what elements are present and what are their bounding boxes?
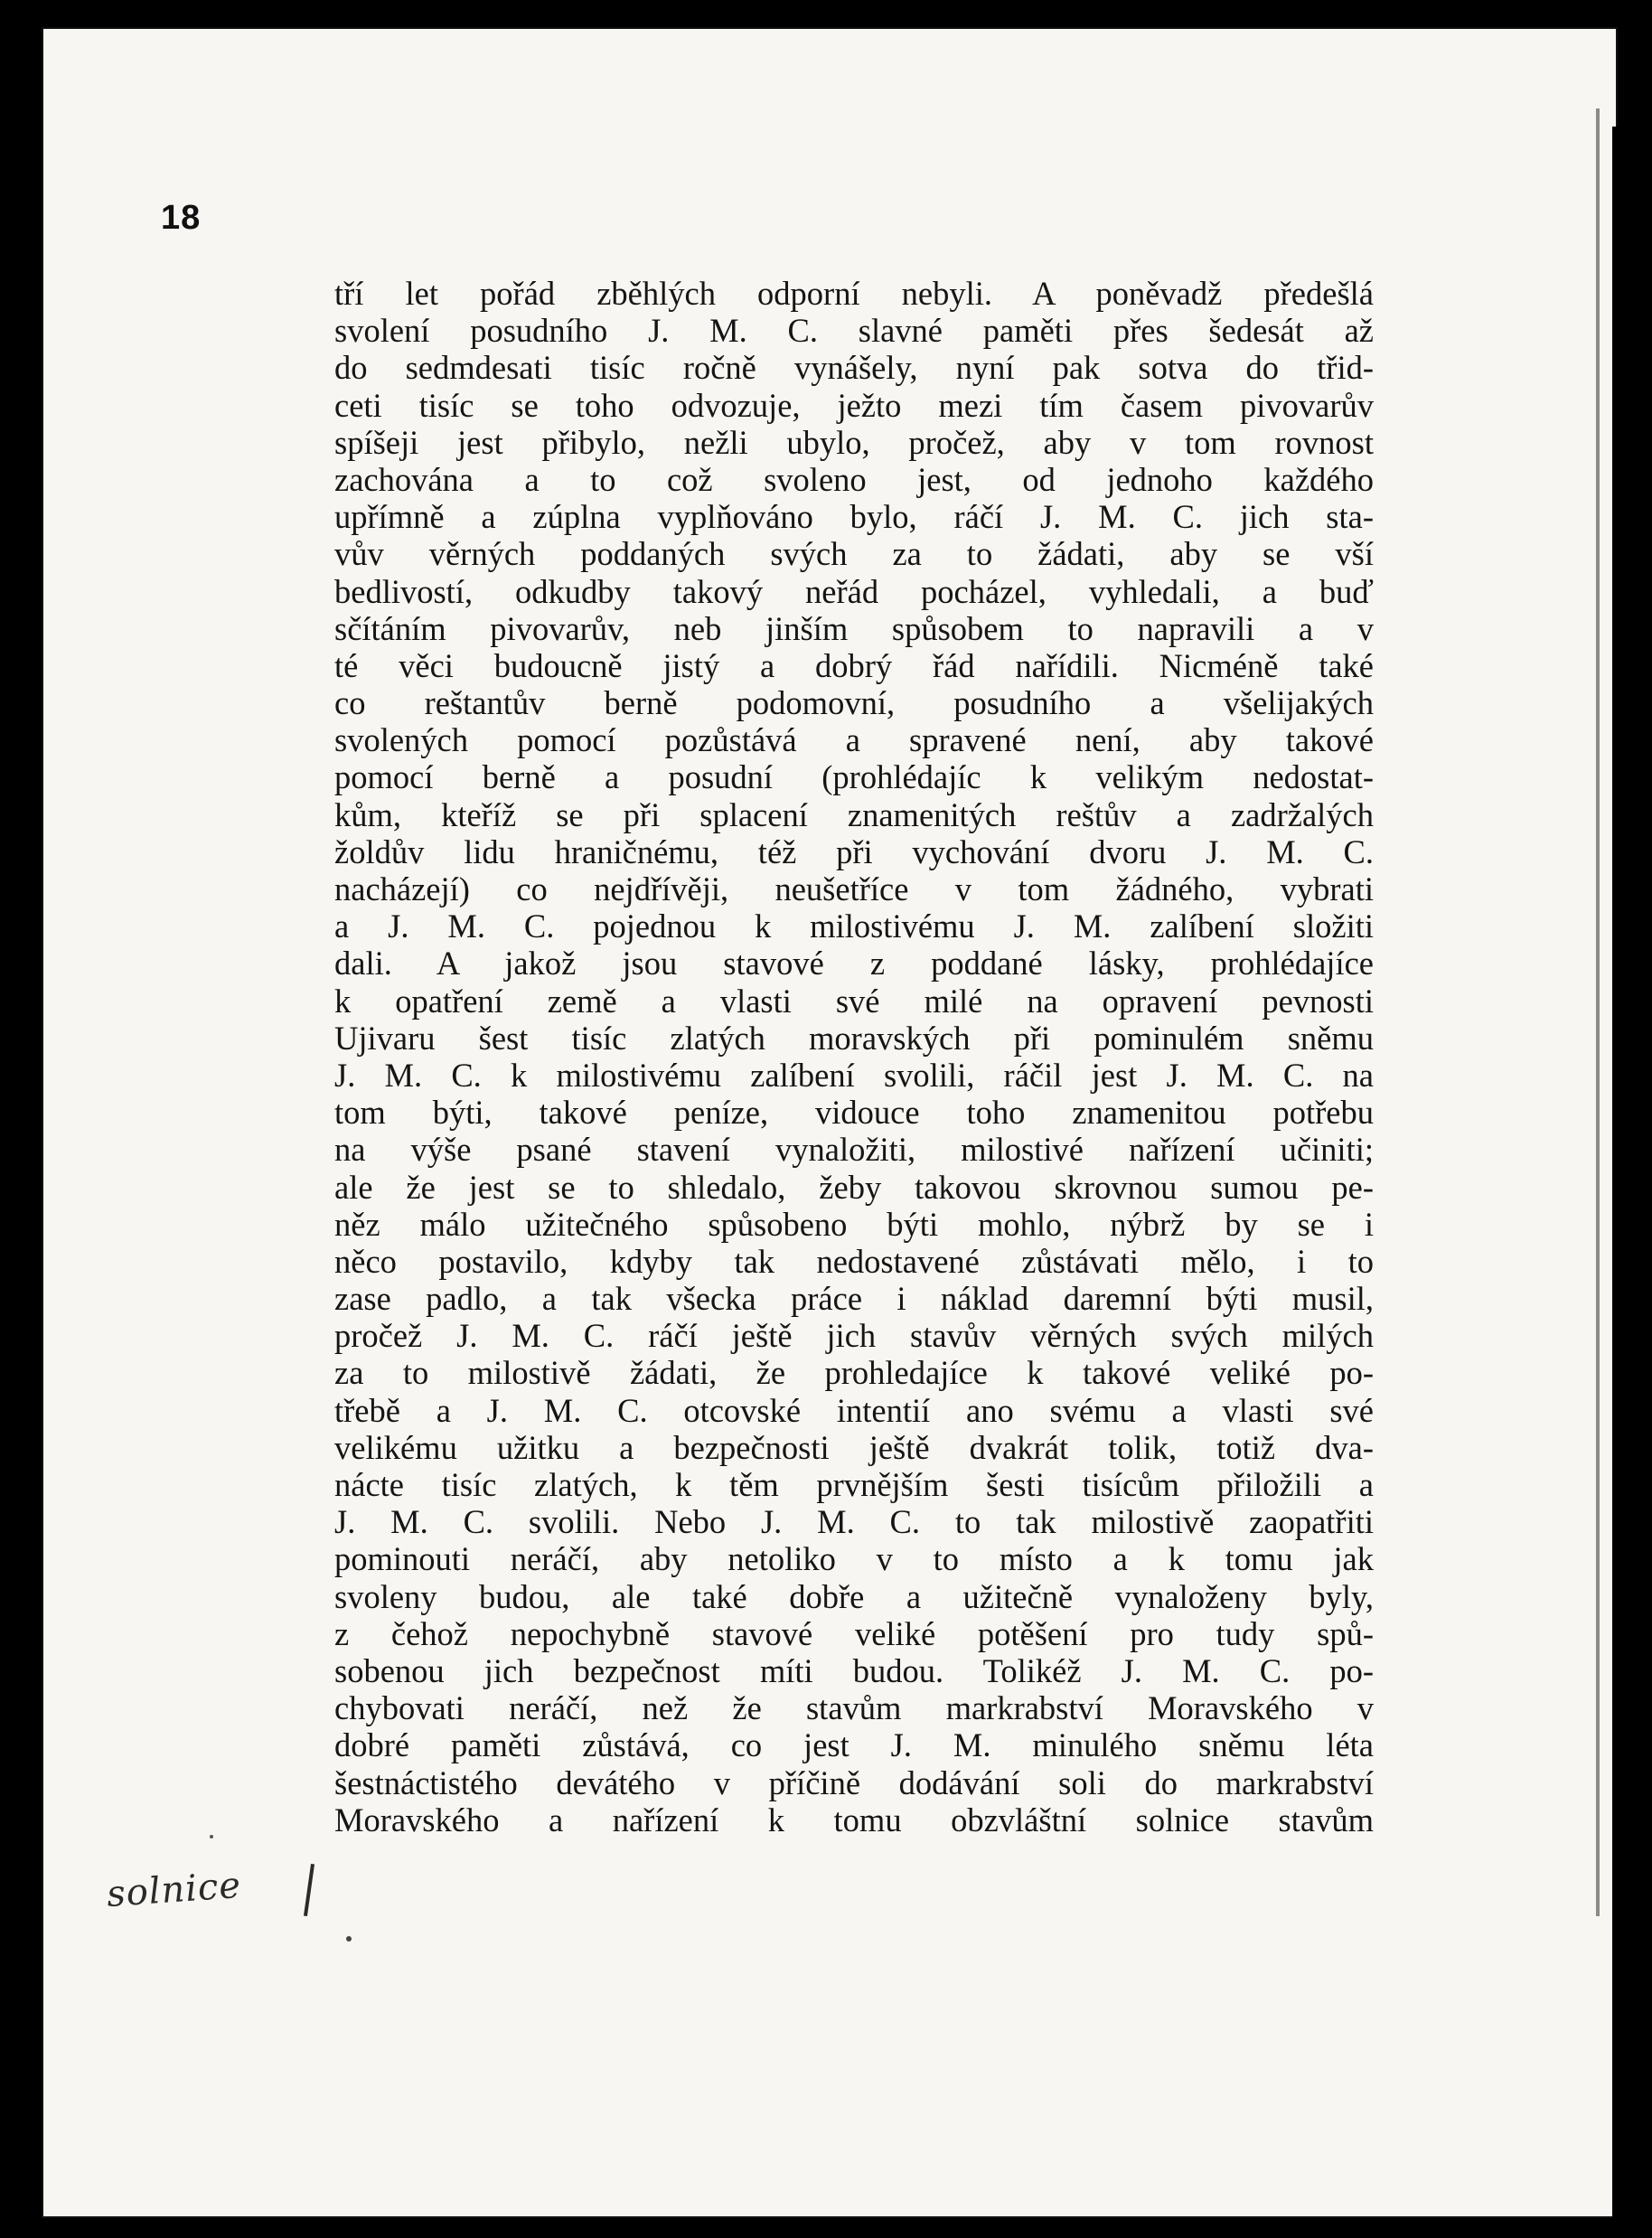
text-line: svolení posudního J. M. C. slavné paměti přes šedesát až [334, 312, 1374, 350]
text-line: upřímně a zúplna vyplňováno bylo, ráčí J. M. C. jich sta- [334, 498, 1374, 536]
text-line: sobenou jich bezpečnost míti budou. Tolikéž J. M. C. po- [334, 1651, 1374, 1689]
text-line: zase padlo, a tak všecka práce i náklad daremní býti musil, [334, 1280, 1374, 1318]
text-line: nacházejí) co nejdřívěji, neušetříce v tom žádného, vybrati [334, 870, 1374, 907]
text-line: něco postavilo, kdyby tak nedostavené zůstávati mělo, i to [334, 1242, 1374, 1280]
text-line: dali. A jakož jsou stavové z poddané lásky, prohlédajíce [334, 945, 1374, 983]
text-line: té věci budoucně jistý a dobrý řád nařídili. Nicméně také [334, 646, 1374, 684]
body-text [334, 275, 1374, 1838]
text-line: bedlivostí, odkudby takový neřád pocházel, vyhledali, a buď [334, 572, 1374, 610]
page-number: 18 [161, 199, 202, 237]
text-line: kům, kteříž se při splacení znamenitých reštův a zadržalých [334, 795, 1374, 833]
text-line: a J. M. C. pojednou k milostivému J. M. zalíbení složiti [334, 907, 1374, 945]
text-line: pročež J. M. C. ráčí ještě jich stavův věrných svých milých [334, 1317, 1374, 1355]
page-edge-shadow [1596, 108, 1600, 1916]
page-edge-border [1612, 127, 1621, 2238]
text-line: na výše psané stavení vynaložiti, milostivé nařízení učiniti; [334, 1131, 1374, 1169]
text-line: něz málo užitečného spůsobeno býti mohlo, nýbrž by se i [334, 1205, 1374, 1243]
text-line: chybovati neráčí, než že stavům markrabství Moravského v [334, 1689, 1374, 1727]
text-line: Moravského a nařízení k tomu obzvláštní solnice stavům [334, 1801, 1374, 1838]
text-line: žoldův lidu hraničnému, též při vychování dvoru J. M. C. [334, 832, 1374, 870]
text-line: sčítáním pivovarův, neb jinším spůsobem to napravili a v [334, 609, 1374, 647]
text-line: dobré paměti zůstává, co jest J. M. minulého sněmu léta [334, 1726, 1374, 1764]
text-line: pomocí berně a posudní (prohlédajíc k velikým nedostat- [334, 758, 1374, 796]
text-line: za to milostivě žádati, že prohledajíce k takové veliké po- [334, 1354, 1374, 1392]
margin-speck [346, 1936, 352, 1942]
text-line: tom býti, takové peníze, vidouce toho znamenitou potřebu [334, 1094, 1374, 1132]
text-line: Ujivaru šest tisíc zlatých moravských při pominulém sněmu [334, 1019, 1374, 1057]
text-line: třebě a J. M. C. otcovské intentií ano svému a vlasti své [334, 1391, 1374, 1429]
text-line: k opatření země a vlasti své milé na opravení pevnosti [334, 982, 1374, 1020]
text-line: velikému užitku a bezpečnosti ještě dvakrát tolik, totiž dva- [334, 1428, 1374, 1466]
text-line: J. M. C. k milostivému zalíbení svolili, ráčil jest J. M. C. na [334, 1056, 1374, 1094]
text-line: tří let pořád zběhlých odporní nebyli. A poněvadž předešlá [334, 275, 1374, 312]
text-line: ale že jest se to shledalo, žeby takovou skrovnou sumou pe- [334, 1168, 1374, 1206]
text-line: svolených pomocí pozůstává a spravené není, aby takové [334, 721, 1374, 759]
text-line: ceti tisíc se toho odvozuje, ježto mezi tím časem pivovarův [334, 386, 1374, 424]
text-line: svoleny budou, ale také dobře a užitečně vynaloženy byly, [334, 1577, 1374, 1615]
text-line: zachována a to což svoleno jest, od jednoho každého [334, 460, 1374, 498]
text-line: nácte tisíc zlatých, k těm prvnějším šesti tisícům přiložili a [334, 1466, 1374, 1503]
text-line: vův věrných poddaných svých za to žádati, aby se vší [334, 535, 1374, 573]
text-line: do sedmdesati tisíc ročně vynášely, nyní pak sotva do třid- [334, 349, 1374, 387]
text-line: co reštantův berně podomovní, posudního a všelijakých [334, 684, 1374, 722]
text-line: spíšeji jest přibylo, nežli ubylo, pročež, aby v tom rovnost [334, 423, 1374, 461]
text-line: šestnáctistého devátého v příčině dodávání soli do markrabství [334, 1763, 1374, 1801]
text-line: J. M. C. svolili. Nebo J. M. C. to tak milostivě zaopatřiti [334, 1503, 1374, 1541]
margin-speck [210, 1835, 213, 1838]
text-line: z čehož nepochybně stavové veliké potěšení pro tudy spů- [334, 1614, 1374, 1652]
text-line: pominouti neráčí, aby netoliko v to místo a k tomu jak [334, 1540, 1374, 1578]
handwritten-margin-note: solnice [105, 1864, 243, 1916]
